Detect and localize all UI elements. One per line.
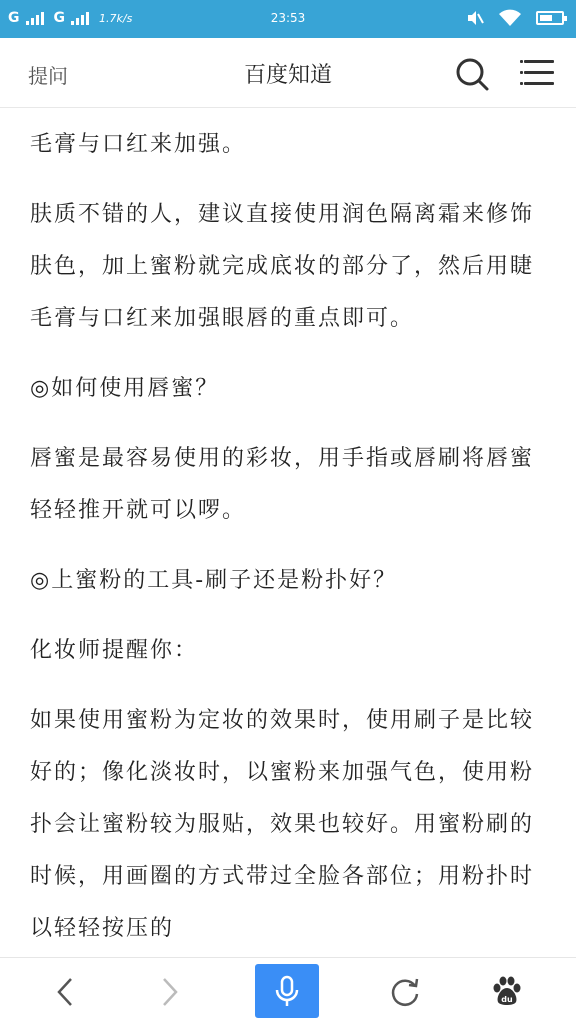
search-icon bbox=[454, 56, 490, 92]
status-bar bbox=[0, 0, 576, 38]
forward-button[interactable] bbox=[145, 958, 195, 1024]
menu-icon bbox=[524, 82, 554, 85]
refresh-button[interactable] bbox=[380, 958, 430, 1024]
voice-search-button[interactable] bbox=[255, 964, 319, 1018]
status-right bbox=[466, 9, 564, 27]
section-heading: ◎上蜜粉的工具-刷子还是粉扑好？ bbox=[30, 568, 398, 593]
mute-icon bbox=[466, 9, 484, 27]
forward-icon bbox=[158, 975, 182, 1009]
signal2-label: G bbox=[53, 10, 65, 26]
paragraph: 肤质不错的人，建议直接使用润色隔离霜来修饰肤色，加上蜜粉就完成底妆的部分了，然后用睫毛膏与口红来加强眼唇的重点即可。 bbox=[30, 202, 535, 331]
battery-icon bbox=[536, 11, 564, 25]
paragraph: 如果使用蜜粉为定妆的效果时，使用刷子是比较好的；像化淡妆时，以蜜粉来加强气色，使用粉扑会让蜜粉较为服贴，效果也较好。用蜜粉刷的时候，用画圈的方式带过全脸各部位；用粉扑时以轻轻按压的 bbox=[30, 708, 535, 941]
menu-icon bbox=[524, 71, 554, 74]
section-heading: ◎如何使用唇蜜？ bbox=[30, 376, 220, 401]
paragraph: 毛膏与口红来加强。 bbox=[30, 132, 247, 157]
ask-question-link[interactable]: 提问 bbox=[28, 64, 68, 88]
baidu-home-button[interactable] bbox=[482, 958, 532, 1024]
search-button[interactable] bbox=[454, 56, 490, 92]
paragraph: 化妆师提醒你： bbox=[30, 638, 199, 663]
status-time: 23:53 bbox=[270, 11, 306, 25]
baidu-logo-text: du bbox=[501, 994, 513, 1004]
baidu-paw-icon bbox=[490, 975, 524, 1009]
refresh-icon bbox=[389, 976, 421, 1008]
wifi-icon bbox=[498, 9, 522, 27]
menu-button[interactable] bbox=[520, 58, 554, 88]
bottom-toolbar bbox=[0, 957, 576, 1024]
answer-content bbox=[0, 109, 576, 957]
microphone-icon bbox=[274, 974, 300, 1008]
paragraph: 唇蜜是最容易使用的彩妆，用手指或唇刷将唇蜜轻轻推开就可以啰。 bbox=[30, 446, 535, 523]
app-header bbox=[0, 38, 576, 108]
back-icon bbox=[53, 975, 77, 1009]
network-speed: 1.7k/s bbox=[99, 11, 133, 25]
menu-icon bbox=[524, 60, 554, 63]
page-title: 百度知道 bbox=[243, 63, 332, 88]
back-button[interactable] bbox=[40, 958, 90, 1024]
signal1-label: G bbox=[8, 10, 20, 26]
